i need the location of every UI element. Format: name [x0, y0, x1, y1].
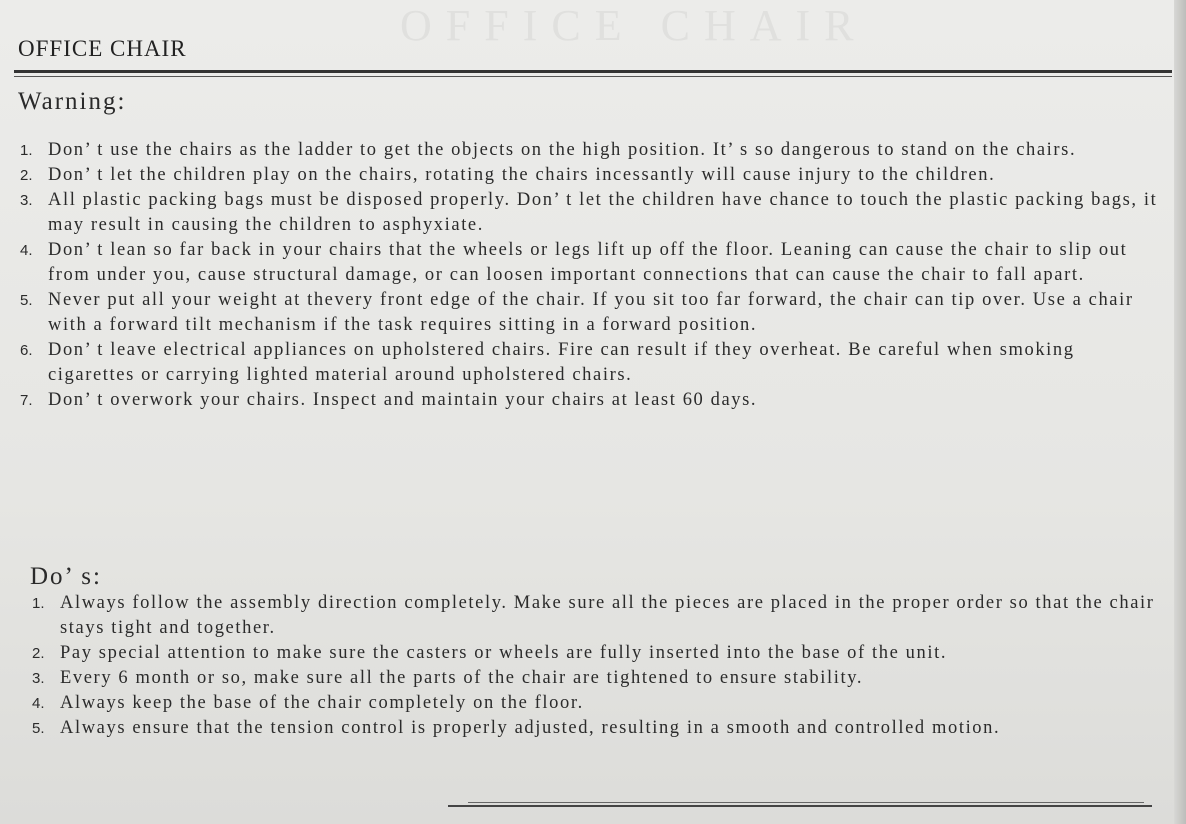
- item-text: Don’ t leave electrical appliances on upholstered chairs. Fire can result if they overheat. Be careful when smoking cigarettes or carrying lighted material around upholstered chairs.: [48, 340, 1075, 385]
- item-number: 3.: [20, 192, 33, 209]
- item-text: Never put all your weight at thevery front edge of the chair. If you sit too far forward, the chair can tip over. Use a chair with a forward tilt mechanism if the task requires sitting in a forward position.: [48, 290, 1134, 335]
- page-edge-shadow: [1174, 0, 1186, 824]
- item-number: 1.: [20, 142, 33, 159]
- item-text: Always keep the base of the chair completely on the floor.: [60, 693, 584, 713]
- item-text: All plastic packing bags must be disposed properly. Don’ t let the children have chance to touch the plastic packing bags, it may result in causing the children to asphyxiate.: [48, 190, 1158, 235]
- item-text: Always follow the assembly direction completely. Make sure all the pieces are placed in the proper order so that the chair stays tight and together.: [60, 593, 1155, 638]
- item-number: 3.: [32, 670, 45, 687]
- list-item: [32, 666, 1162, 691]
- dos-list: [32, 591, 1162, 741]
- item-text: Always ensure that the tension control is properly adjusted, resulting in a smooth and controlled motion.: [60, 718, 1001, 738]
- show-through-text: OFFICE CHAIR: [400, 1, 868, 50]
- list-item: [20, 288, 1160, 338]
- page-title: OFFICE CHAIR: [18, 36, 187, 61]
- list-item: [32, 591, 1162, 641]
- item-text: Don’ t use the chairs as the ladder to get the objects on the high position. It’ s so dangerous to stand on the chairs.: [48, 140, 1077, 160]
- list-item: [20, 138, 1160, 163]
- item-text: Don’ t lean so far back in your chairs that the wheels or legs lift up off the floor. Leaning can cause the chair to slip out from under you, cause structural damage, or can loosen important connections that can cause the chair to fall apart.: [48, 240, 1128, 285]
- list-item: [20, 388, 1160, 413]
- divider-thick-line: [14, 70, 1172, 73]
- item-number: 5.: [32, 720, 45, 737]
- item-number: 4.: [32, 695, 45, 712]
- item-number: 2.: [32, 645, 45, 662]
- dos-heading: Do’ s:: [30, 563, 102, 590]
- warning-heading: Warning:: [18, 88, 127, 115]
- item-text: Don’ t overwork your chairs. Inspect and maintain your chairs at least 60 days.: [48, 390, 758, 410]
- list-item: [20, 238, 1160, 288]
- list-item: [32, 716, 1162, 741]
- list-item: [20, 163, 1160, 188]
- item-number: 4.: [20, 242, 33, 259]
- list-item: [32, 691, 1162, 716]
- item-number: 5.: [20, 292, 33, 309]
- item-text: Every 6 month or so, make sure all the parts of the chair are tightened to ensure stability.: [60, 668, 864, 688]
- list-item: [20, 188, 1160, 238]
- divider-thin-line: [14, 76, 1172, 77]
- item-number: 7.: [20, 392, 33, 409]
- item-text: Pay special attention to make sure the casters or wheels are fully inserted into the base of the unit.: [60, 643, 948, 663]
- divider-line: [448, 805, 1152, 807]
- item-number: 6.: [20, 342, 33, 359]
- bottom-divider: [448, 802, 1152, 810]
- list-item: [32, 641, 1162, 666]
- warning-list: [20, 138, 1160, 413]
- title-divider: [14, 70, 1172, 79]
- item-number: 1.: [32, 595, 45, 612]
- item-text: Don’ t let the children play on the chairs, rotating the chairs incessantly will cause injury to the children.: [48, 165, 996, 185]
- divider-line: [468, 802, 1144, 803]
- list-item: [20, 338, 1160, 388]
- item-number: 2.: [20, 167, 33, 184]
